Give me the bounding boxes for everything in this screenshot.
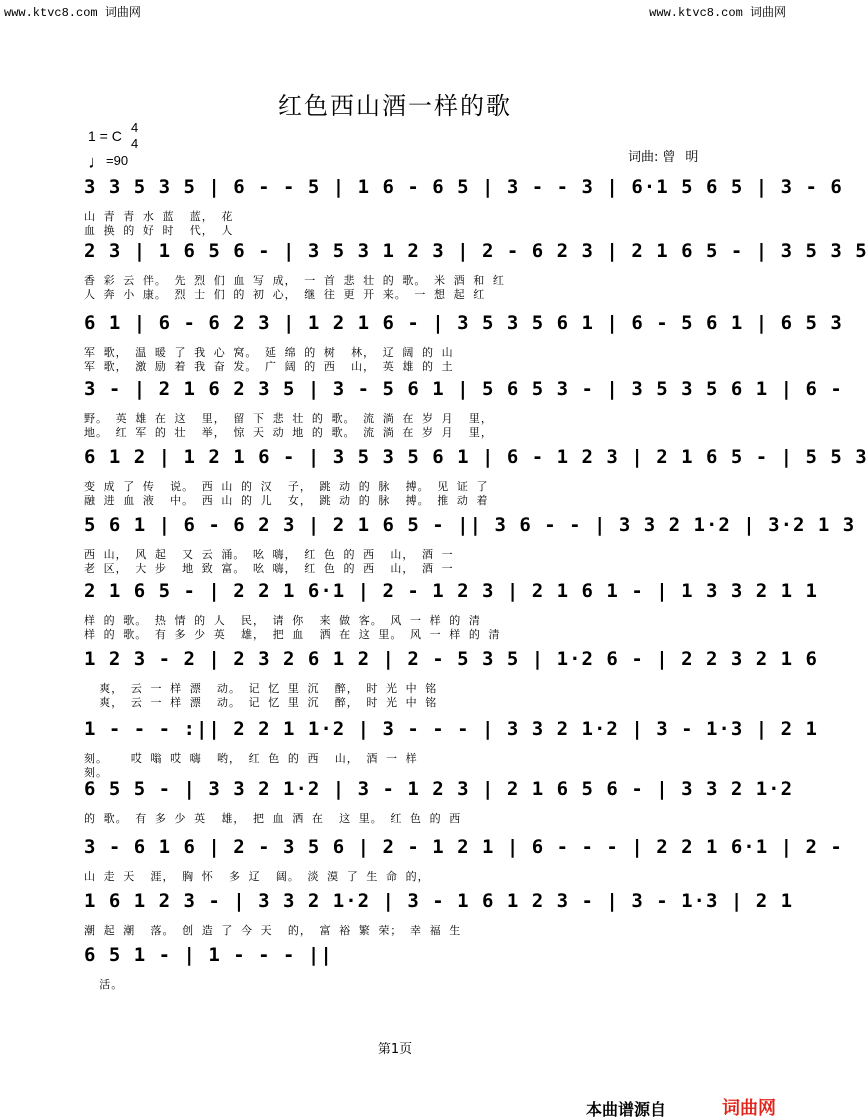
notation-line: 3 - | 2 1 6 2 3 5 | 3 - 5 6 1 | 5 6 5 3 - | 3 5 3 5 6 1 | 6 - <box>84 378 843 400</box>
notation-line: 1 2 3 - 2 | 2 3 2 6 1 2 | 2 - 5 3 5 | 1·2 6 - | 2 2 3 2 1 6 <box>84 648 818 670</box>
notation-line: 2 3 | 1 6 5 6 - | 3 5 3 1 2 3 | 2 - 6 2 3 | 2 1 6 5 - | 3 5 3 5 <box>84 240 868 262</box>
lyric-line-verse-1: 西 山， 风 起 又 云 涌。 吆 嗨， 红 色 的 西 山， 酒 一 <box>84 548 454 561</box>
lyric-line-verse-1: 山 走 天 涯， 胸 怀 多 辽 阔。 淡 漠 了 生 命 的， <box>84 870 430 883</box>
lyric-line-verse-2: 老 区， 大 步 地 致 富。 吆 嗨， 红 色 的 西 山， 酒 一 <box>84 562 454 575</box>
lyric-line-verse-2: 人 奔 小 康。 烈 士 们 的 初 心， 继 往 更 开 来。 一 想 起 红 <box>84 288 486 301</box>
lyric-line-verse-2: 军 歌， 激 励 着 我 奋 发。 广 阔 的 西 山， 英 雄 的 土 <box>84 360 454 373</box>
lyric-line-verse-2 <box>84 990 720 1004</box>
lyric-line-verse-1: 变 成 了 传 说。 西 山 的 汉 子， 跳 动 的 脉 搏。 见 证 了 <box>84 480 489 493</box>
notation-line: 2 1 6 5 - | 2 2 1 6·1 | 2 - 1 2 3 | 2 1 6 1 - | 1 3 3 2 1 1 <box>84 580 818 602</box>
tempo-value: =90 <box>106 153 129 168</box>
notation-line: 5 6 1 | 6 - 6 2 3 | 2 1 6 5 - || 3 6 - - | 3 3 2 1·2 | 3·2 1 3 <box>84 514 856 536</box>
quarter-note-icon: ♩ <box>88 152 106 172</box>
lyric-line-verse-1: 潮 起 潮 落。 创 造 了 今 天 的， 富 裕 繁 荣； 幸 福 生 <box>84 924 462 937</box>
lyric-line-verse-1: 的 歌。 有 多 少 英 雄， 把 血 洒 在 这 里。 红 色 的 西 <box>84 812 462 825</box>
notation-line: 3 - 6 1 6 | 2 - 3 5 6 | 2 - 1 2 1 | 6 - - - | 2 2 1 6·1 | 2 - <box>84 836 843 858</box>
time-signature <box>131 120 138 152</box>
tempo-marking <box>88 152 128 173</box>
watermark-left: www.ktvc8.com 词曲网 <box>4 6 141 20</box>
lyric-line-verse-2: 地。 红 军 的 壮 举， 惊 天 动 地 的 歌。 流 淌 在 岁 月 里， <box>84 426 493 439</box>
brand-logo: 词曲网 <box>722 1098 776 1119</box>
score-system <box>84 378 843 448</box>
notation-line: 6 1 | 6 - 6 2 3 | 1 2 1 6 - | 3 5 3 5 6 1 | 6 - 5 6 1 | 6 5 3 <box>84 312 843 334</box>
meter-top: 4 <box>131 120 139 135</box>
lyric-line-verse-2: 刻。 <box>84 766 108 779</box>
lyric-line-verse-1: 刻。 哎 嗡 哎 嗨 哟， 红 色 的 西 山， 酒 一 样 <box>84 752 418 765</box>
score-system <box>84 514 856 584</box>
credit-label: 词曲: <box>628 150 659 165</box>
lyric-line-verse-2: 样 的 歌。 有 多 少 英 雄， 把 血 洒 在 这 里。 风 一 样 的 清 <box>84 628 501 641</box>
song-title: 红色西山酒一样的歌 <box>278 92 512 120</box>
score-system <box>84 580 818 650</box>
credit-name: 曾明 <box>662 150 709 165</box>
lyric-line-verse-1: 活。 <box>84 978 124 991</box>
score-system <box>84 240 868 310</box>
notation-line: 3 3 5 3 5 | 6 - - 5 | 1 6 - 6 5 | 3 - - 3 | 6·1 5 6 5 | 3 - 6 <box>84 176 843 198</box>
source-label: 本曲谱源自 <box>585 1100 666 1119</box>
score-system <box>84 648 818 718</box>
watermark-right: www.ktvc8.com 词曲网 <box>649 6 786 20</box>
score-system <box>84 176 843 246</box>
notation-line: 6 5 1 - | 1 - - - || <box>84 944 333 966</box>
notation-line: 1 6 1 2 3 - | 3 3 2 1·2 | 3 - 1 6 1 2 3 - | 3 - 1·3 | 2 1 <box>84 890 794 912</box>
lyric-line-verse-2: 融 进 血 液 中。 西 山 的 儿 女， 跳 动 的 脉 搏。 推 动 着 <box>84 494 489 507</box>
lyric-line-verse-2: 爽， 云 一 样 漂 动。 记 忆 里 沉 醉， 时 光 中 铭 <box>84 696 438 709</box>
score-system <box>84 446 868 516</box>
key-signature: 1 = C <box>88 128 122 144</box>
lyric-line-verse-1: 野。 英 雄 在 这 里， 留 下 悲 壮 的 歌。 流 淌 在 岁 月 里， <box>84 412 493 425</box>
page-number: 第1页 <box>377 1042 413 1057</box>
score-system <box>84 312 843 382</box>
notation-line: 6 1 2 | 1 2 1 6 - | 3 5 3 5 6 1 | 6 - 1 2 3 | 2 1 6 5 - | 5 5 3 <box>84 446 868 468</box>
credit-line <box>628 146 708 165</box>
notation-line: 6 5 5 - | 3 3 2 1·2 | 3 - 1 2 3 | 2 1 6 5 6 - | 3 3 2 1·2 <box>84 778 794 800</box>
lyric-line-verse-1: 爽， 云 一 样 漂 动。 记 忆 里 沉 醉， 时 光 中 铭 <box>84 682 438 695</box>
lyric-line-verse-1: 样 的 歌。 热 情 的 人 民， 请 你 来 做 客。 风 一 样 的 清 <box>84 614 481 627</box>
lyric-line-verse-2: 血 换 的 好 时 代， 人 <box>84 224 234 237</box>
lyric-line-verse-1: 香 彩 云 伴。 先 烈 们 血 写 成， 一 首 悲 壮 的 歌。 米 酒 和 红 <box>84 274 505 287</box>
meter-bottom: 4 <box>131 136 139 151</box>
score-system <box>84 944 720 1014</box>
lyric-line-verse-1: 山 青 青 水 蓝 蓝， 花 <box>84 210 234 223</box>
lyric-line-verse-1: 军 歌， 温 暖 了 我 心 窝。 延 绵 的 树 林， 辽 阔 的 山 <box>84 346 454 359</box>
notation-line: 1 - - - :|| 2 2 1 1·2 | 3 - - - | 3 3 2 1·2 | 3 - 1·3 | 2 1 <box>84 718 818 740</box>
